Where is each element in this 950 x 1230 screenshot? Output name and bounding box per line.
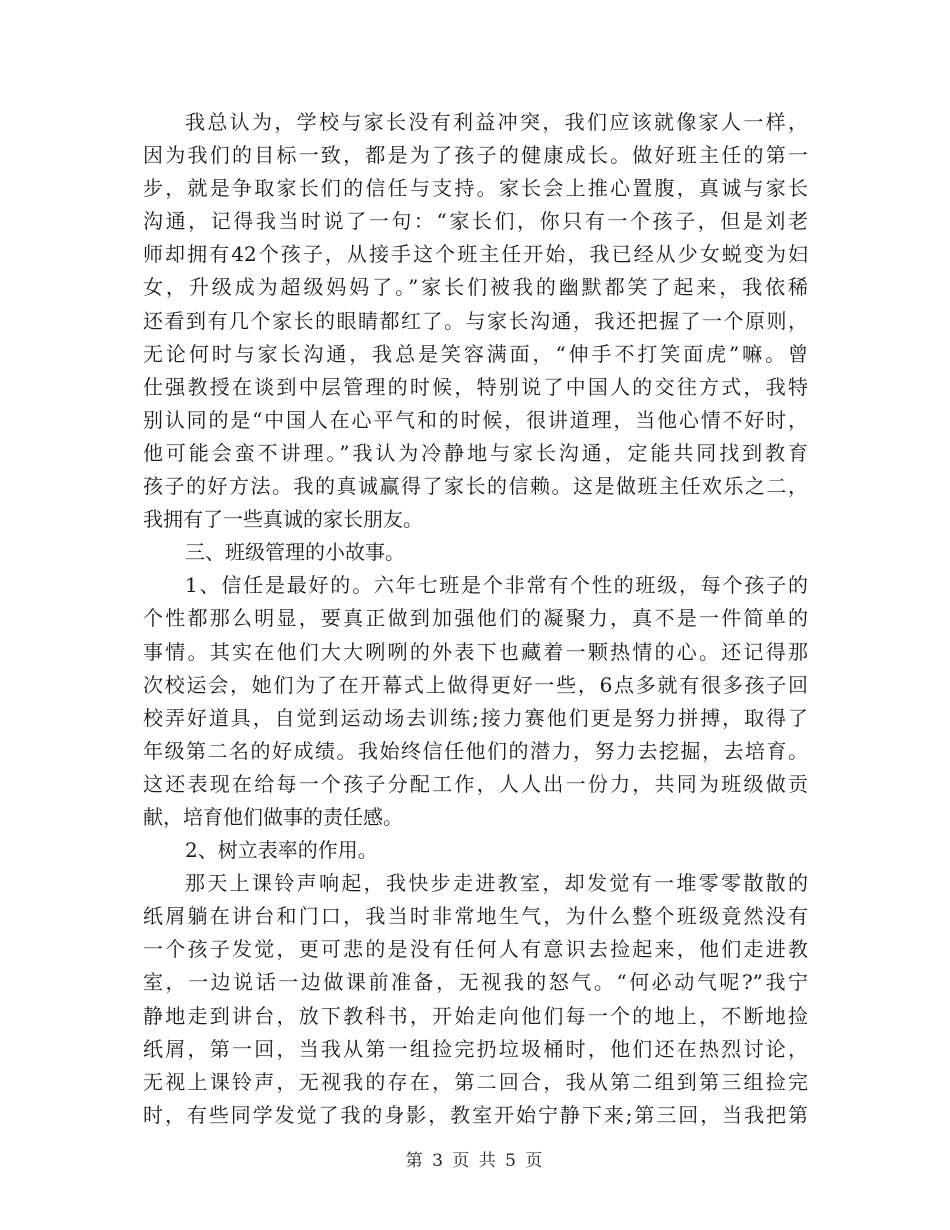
text-line: 他可能会蛮不讲理。”我认为冷静地与家长沟通，定能共同找到教育 [143, 440, 808, 465]
text-line: 个性都那么明显，要真正做到加强他们的凝聚力，真不是一件简单的 [143, 606, 808, 631]
text-line: 纸屑躺在讲台和门口，我当时非常地生气，为什么整个班级竟然没有 [143, 904, 808, 929]
text-line: 孩子的好方法。我的真诚赢得了家长的信赖。这是做班主任欢乐之二， [143, 474, 808, 499]
text-line: 2、树立表率的作用。 [185, 838, 378, 863]
text-line: 沟通，记得我当时说了一句：“家长们，你只有一个孩子，但是刘老 [143, 209, 808, 234]
text-line: 女，升级成为超级妈妈了。”家长们被我的幽默都笑了起来，我依稀 [143, 275, 808, 300]
text-line: 这还表现在给每一个孩子分配工作，人人出一份力，共同为班级做贡 [143, 771, 808, 796]
text-line: 师却拥有42个孩子，从接手这个班主任开始，我已经从少女蜕变为妇 [143, 242, 808, 267]
text-line: 纸屑，第一回，当我从第一组捡完扔垃圾桶时，他们还在热烈讨论， [143, 1036, 808, 1061]
text-line: 年级第二名的好成绩。我始终信任他们的潜力，努力去挖掘，去培育。 [143, 738, 808, 763]
text-line: 我拥有了一些真诚的家长朋友。 [143, 507, 423, 532]
text-line: 时，有些同学发觉了我的身影，教室开始宁静下来;第三回，当我把第 [143, 1102, 808, 1127]
text-line: 献，培育他们做事的责任感。 [143, 804, 403, 829]
text-line: 三、班级管理的小故事。 [185, 540, 405, 565]
text-line: 1、信任是最好的。六年七班是个非常有个性的班级，每个孩子的 [185, 573, 808, 598]
text-line: 无视上课铃声，无视我的存在，第二回合，我从第二组到第三组捡完 [143, 1069, 808, 1094]
text-line: 因为我们的目标一致，都是为了孩子的健康成长。做好班主任的第一 [143, 143, 808, 168]
text-line: 校弄好道具，自觉到运动场去训练;接力赛他们更是努力拼搏，取得了 [143, 705, 808, 730]
text-line: 事情。其实在他们大大咧咧的外表下也藏着一颗热情的心。还记得那 [143, 639, 808, 664]
text-line: 那天上课铃声响起，我快步走进教室，却发觉有一堆零零散散的 [185, 871, 808, 896]
body-text [143, 106, 808, 1132]
text-line: 我总认为，学校与家长没有利益冲突，我们应该就像家人一样， [185, 110, 808, 134]
text-line: 室，一边说话一边做课前准备，无视我的怒气。“何必动气呢?”我宁 [143, 970, 808, 995]
text-line: 仕强教授在谈到中层管理的时候，特别说了中国人的交往方式，我特 [143, 374, 808, 399]
page-number-footer: 第 3 页 共 5 页 [405, 1151, 545, 1171]
text-line: 静地走到讲台，放下教科书，开始走向他们每一个的地上，不断地捡 [143, 1003, 808, 1028]
text-line: 还看到有几个家长的眼睛都红了。与家长沟通，我还把握了一个原则， [143, 308, 808, 333]
text-line: 次校运会，她们为了在开幕式上做得更好一些，6点多就有很多孩子回 [143, 672, 808, 697]
text-line: 步，就是争取家长们的信任与支持。家长会上推心置腹，真诚与家长 [143, 176, 808, 201]
text-line: 一个孩子发觉，更可悲的是没有任何人有意识去捡起来，他们走进教 [143, 937, 808, 962]
text-line: 无论何时与家长沟通，我总是笑容满面，“伸手不打笑面虎”嘛。曾 [143, 341, 808, 366]
text-line: 别认同的是“中国人在心平气和的时候，很讲道理，当他心情不好时， [143, 407, 808, 432]
